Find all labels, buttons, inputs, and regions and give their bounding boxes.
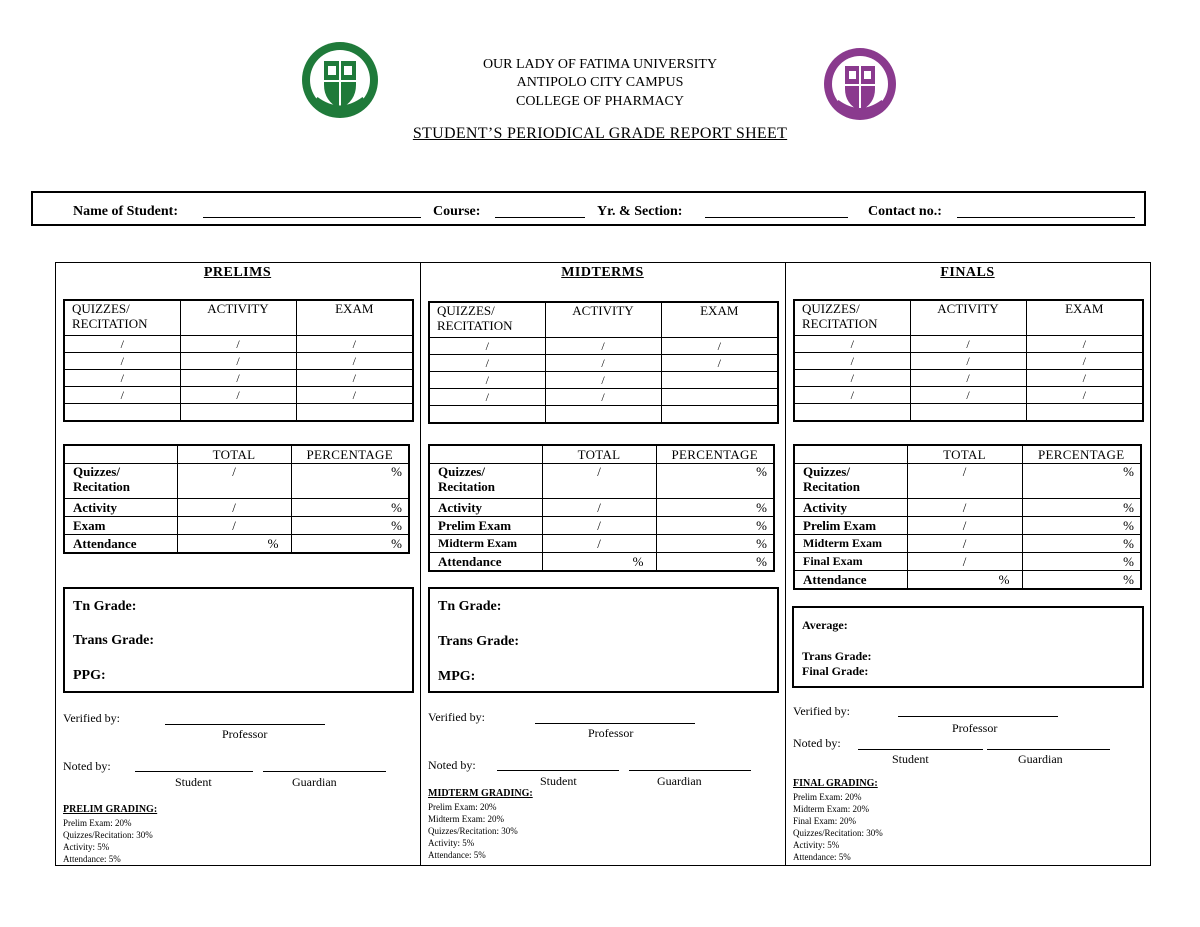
guardian-signature-line[interactable] (987, 749, 1110, 750)
table-row (794, 499, 1141, 517)
table-row (64, 404, 413, 422)
col-header: ACTIVITY (180, 300, 296, 336)
grading-title: PRELIM GRADING: (63, 804, 158, 815)
trans-grade-label: Trans Grade: (802, 649, 872, 663)
table-row (64, 353, 413, 370)
summary-label: Final Exam (794, 553, 907, 571)
score-cell[interactable]: / (545, 372, 661, 389)
table-row (429, 355, 778, 372)
grading-line: Prelim Exam: 20% (793, 792, 862, 802)
percentage-cell[interactable]: % (1022, 553, 1141, 571)
total-cell[interactable]: / (542, 499, 656, 517)
percentage-cell[interactable]: % (1022, 517, 1141, 535)
total-cell[interactable]: / (177, 499, 291, 517)
score-cell[interactable]: / (1026, 353, 1143, 370)
tn-grade-label: Tn Grade: (73, 599, 137, 614)
table-row (64, 336, 413, 353)
summary-label: Midterm Exam (794, 535, 907, 553)
table-row (794, 404, 1143, 422)
score-cell[interactable]: / (180, 353, 296, 370)
percentage-cell[interactable]: % (1022, 535, 1141, 553)
percentage-cell[interactable]: % (656, 553, 774, 572)
verified-by-label: Verified by: (428, 710, 485, 724)
total-cell[interactable]: / (907, 517, 1022, 535)
score-cell[interactable]: / (1026, 336, 1143, 353)
student-label: Student (175, 775, 212, 789)
prelims-title: PRELIMS (203, 265, 272, 280)
score-cell[interactable]: / (545, 338, 661, 355)
guardian-label: Guardian (292, 775, 337, 789)
professor-signature-line[interactable] (898, 716, 1058, 717)
prelims-summary-table (63, 444, 410, 554)
guardian-signature-line[interactable] (263, 771, 386, 772)
table-row (429, 372, 778, 389)
summary-header: TOTAL (907, 445, 1022, 464)
final-grade-label: Final Grade: (802, 664, 869, 678)
table-row (429, 338, 778, 355)
col-header: QUIZZES/ RECITATION (64, 300, 180, 336)
midterms-summary-table (428, 444, 775, 572)
score-cell[interactable]: / (910, 353, 1026, 370)
table-row (429, 553, 774, 572)
percentage-cell[interactable]: % (291, 535, 409, 554)
table-row (64, 464, 409, 499)
student-signature-line[interactable] (858, 749, 983, 750)
trans-grade-label: Trans Grade: (438, 634, 520, 649)
student-signature-line[interactable] (135, 771, 253, 772)
score-cell[interactable] (661, 406, 778, 424)
score-cell[interactable] (661, 389, 778, 406)
grading-line: Quizzes/Recitation: 30% (428, 826, 518, 836)
score-cell[interactable]: / (545, 389, 661, 406)
col-header: EXAM (661, 302, 778, 338)
student-label: Student (540, 774, 577, 788)
score-cell[interactable] (794, 404, 910, 422)
table-row (429, 499, 774, 517)
score-cell[interactable]: / (794, 370, 910, 387)
grading-line: Midterm Exam: 20% (428, 814, 504, 824)
summary-label: Midterm Exam (429, 535, 542, 553)
percentage-cell[interactable]: % (656, 517, 774, 535)
score-cell[interactable]: / (910, 387, 1026, 404)
score-cell[interactable] (429, 406, 545, 424)
table-row (429, 517, 774, 535)
score-cell[interactable]: / (794, 353, 910, 370)
verified-by-label: Verified by: (63, 711, 120, 725)
table-row (794, 464, 1141, 499)
score-cell[interactable]: / (910, 336, 1026, 353)
total-cell[interactable]: / (542, 517, 656, 535)
course-label: Course: (433, 204, 481, 219)
total-cell[interactable]: / (177, 517, 291, 535)
summary-label: Activity (64, 499, 177, 517)
noted-by-label: Noted by: (793, 736, 841, 750)
col-header: ACTIVITY (910, 300, 1026, 336)
score-cell[interactable]: / (64, 336, 180, 353)
grading-line: Attendance: 5% (428, 850, 486, 860)
total-cell[interactable]: / (907, 464, 1022, 499)
table-row (794, 571, 1141, 590)
percentage-cell[interactable]: % (656, 499, 774, 517)
table-row (429, 535, 774, 553)
average-label: Average: (802, 618, 848, 632)
name-label: Name of Student: (73, 204, 178, 219)
sheet-title: STUDENT’S PERIODICAL GRADE REPORT SHEET (412, 125, 788, 142)
student-info-box (31, 191, 1146, 226)
yr-section-label: Yr. & Section: (597, 204, 683, 219)
table-row (794, 553, 1141, 571)
professor-signature-line[interactable] (535, 723, 695, 724)
grading-line: Activity: 5% (793, 840, 840, 850)
score-cell[interactable]: / (296, 336, 413, 353)
prelims-scores-table (63, 299, 414, 422)
table-row (794, 387, 1143, 404)
table-row (794, 353, 1143, 370)
midterms-grade-box (428, 587, 779, 693)
summary-header: PERCENTAGE (291, 445, 409, 464)
summary-header (429, 445, 542, 464)
grading-line: Prelim Exam: 20% (63, 818, 132, 828)
total-cell[interactable]: % (542, 553, 656, 572)
score-cell[interactable]: / (296, 370, 413, 387)
grading-line: Activity: 5% (428, 838, 475, 848)
table-row (794, 336, 1143, 353)
summary-label: Quizzes/ Recitation (429, 464, 542, 499)
grading-line: Activity: 5% (63, 842, 110, 852)
total-cell[interactable]: / (542, 535, 656, 553)
score-cell[interactable]: / (64, 387, 180, 404)
score-cell[interactable]: / (429, 389, 545, 406)
col-header: EXAM (1026, 300, 1143, 336)
student-signature-line[interactable] (497, 770, 619, 771)
ppg-label: PPG: (73, 668, 106, 683)
total-cell[interactable]: / (907, 553, 1022, 571)
score-cell[interactable]: / (429, 338, 545, 355)
contact-field[interactable] (957, 217, 1135, 218)
score-cell[interactable]: / (794, 336, 910, 353)
prelims-grade-box (63, 587, 414, 693)
professor-signature-line[interactable] (165, 724, 325, 725)
percentage-cell[interactable]: % (656, 464, 774, 499)
verified-by-label: Verified by: (793, 704, 850, 718)
course-field[interactable] (495, 217, 585, 218)
trans-grade-label: Trans Grade: (73, 633, 155, 648)
col-header: QUIZZES/ RECITATION (794, 300, 910, 336)
name-field[interactable] (203, 217, 421, 218)
score-cell[interactable]: / (1026, 387, 1143, 404)
percentage-cell[interactable]: % (291, 464, 409, 499)
professor-label: Professor (588, 726, 634, 740)
finals-summary-table (793, 444, 1142, 590)
grading-title: FINAL GRADING: (793, 778, 878, 789)
grading-line: Attendance: 5% (63, 854, 121, 864)
student-label: Student (892, 752, 929, 766)
percentage-cell[interactable]: % (656, 535, 774, 553)
yr-section-field[interactable] (705, 217, 848, 218)
grading-line: Quizzes/Recitation: 30% (63, 830, 153, 840)
guardian-signature-line[interactable] (629, 770, 751, 771)
score-cell[interactable] (296, 404, 413, 422)
summary-header: TOTAL (177, 445, 291, 464)
summary-header (794, 445, 907, 464)
col-header: EXAM (296, 300, 413, 336)
summary-label: Quizzes/ Recitation (64, 464, 177, 499)
total-cell[interactable]: % (177, 535, 291, 554)
table-row (64, 370, 413, 387)
table-row (429, 389, 778, 406)
summary-label: Quizzes/ Recitation (794, 464, 907, 499)
score-cell[interactable]: / (661, 355, 778, 372)
total-cell[interactable]: / (542, 464, 656, 499)
university-name: OUR LADY OF FATIMA UNIVERSITY (482, 57, 718, 72)
total-cell[interactable]: / (177, 464, 291, 499)
mpg-label: MPG: (438, 669, 476, 684)
score-cell[interactable]: / (910, 370, 1026, 387)
grading-line: Final Exam: 20% (793, 816, 856, 826)
midterms-title: MIDTERMS (561, 265, 644, 280)
noted-by-label: Noted by: (428, 758, 476, 772)
score-cell[interactable] (910, 404, 1026, 422)
score-cell[interactable]: / (296, 387, 413, 404)
grading-line: Midterm Exam: 20% (793, 804, 869, 814)
summary-label: Attendance (794, 571, 907, 590)
guardian-label: Guardian (657, 774, 702, 788)
percentage-cell[interactable]: % (1022, 571, 1141, 590)
summary-header: PERCENTAGE (1022, 445, 1141, 464)
table-row (64, 387, 413, 404)
score-cell[interactable]: / (661, 338, 778, 355)
score-cell[interactable] (1026, 404, 1143, 422)
score-cell[interactable] (661, 372, 778, 389)
score-cell[interactable]: / (794, 387, 910, 404)
summary-label: Exam (64, 517, 177, 535)
summary-label: Activity (429, 499, 542, 517)
summary-header (64, 445, 177, 464)
grading-line: Prelim Exam: 20% (428, 802, 497, 812)
score-cell[interactable]: / (429, 355, 545, 372)
percentage-cell[interactable]: % (1022, 499, 1141, 517)
column-divider (785, 262, 786, 866)
table-row (794, 517, 1141, 535)
grading-line: Quizzes/Recitation: 30% (793, 828, 883, 838)
score-cell[interactable]: / (296, 353, 413, 370)
finals-scores-table (793, 299, 1144, 422)
summary-label: Attendance (429, 553, 542, 572)
table-row (64, 517, 409, 535)
professor-label: Professor (222, 727, 268, 741)
finals-title: FINALS (940, 265, 995, 280)
professor-label: Professor (952, 721, 998, 735)
summary-label: Prelim Exam (794, 517, 907, 535)
score-cell[interactable]: / (180, 336, 296, 353)
noted-by-label: Noted by: (63, 759, 111, 773)
col-header: QUIZZES/ RECITATION (429, 302, 545, 338)
total-cell[interactable]: / (907, 535, 1022, 553)
campus-name: ANTIPOLO CITY CAMPUS (516, 75, 684, 90)
table-row (64, 499, 409, 517)
percentage-cell[interactable]: % (291, 517, 409, 535)
score-cell[interactable]: / (1026, 370, 1143, 387)
contact-label: Contact no.: (868, 204, 942, 219)
score-cell[interactable] (64, 404, 180, 422)
column-divider (420, 262, 421, 866)
grading-line: Attendance: 5% (793, 852, 851, 862)
percentage-cell[interactable]: % (291, 499, 409, 517)
summary-label: Prelim Exam (429, 517, 542, 535)
table-row (794, 370, 1143, 387)
col-header: ACTIVITY (545, 302, 661, 338)
score-cell[interactable] (545, 406, 661, 424)
table-row (429, 464, 774, 499)
guardian-label: Guardian (1018, 752, 1063, 766)
total-cell[interactable]: / (907, 499, 1022, 517)
total-cell[interactable]: % (907, 571, 1022, 590)
percentage-cell[interactable]: % (1022, 464, 1141, 499)
midterms-scores-table (428, 301, 779, 424)
score-cell[interactable]: / (429, 372, 545, 389)
score-cell[interactable]: / (180, 370, 296, 387)
score-cell[interactable]: / (545, 355, 661, 372)
table-row (794, 535, 1141, 553)
score-cell[interactable] (180, 404, 296, 422)
score-cell[interactable]: / (64, 370, 180, 387)
table-row (64, 535, 409, 554)
summary-label: Activity (794, 499, 907, 517)
college-name: COLLEGE OF PHARMACY (515, 94, 684, 109)
tn-grade-label: Tn Grade: (438, 599, 502, 614)
grading-title: MIDTERM GRADING: (428, 788, 533, 799)
score-cell[interactable]: / (180, 387, 296, 404)
summary-header: PERCENTAGE (656, 445, 774, 464)
table-row (429, 406, 778, 424)
summary-header: TOTAL (542, 445, 656, 464)
summary-label: Attendance (64, 535, 177, 554)
finals-grade-box (792, 606, 1144, 688)
score-cell[interactable]: / (64, 353, 180, 370)
